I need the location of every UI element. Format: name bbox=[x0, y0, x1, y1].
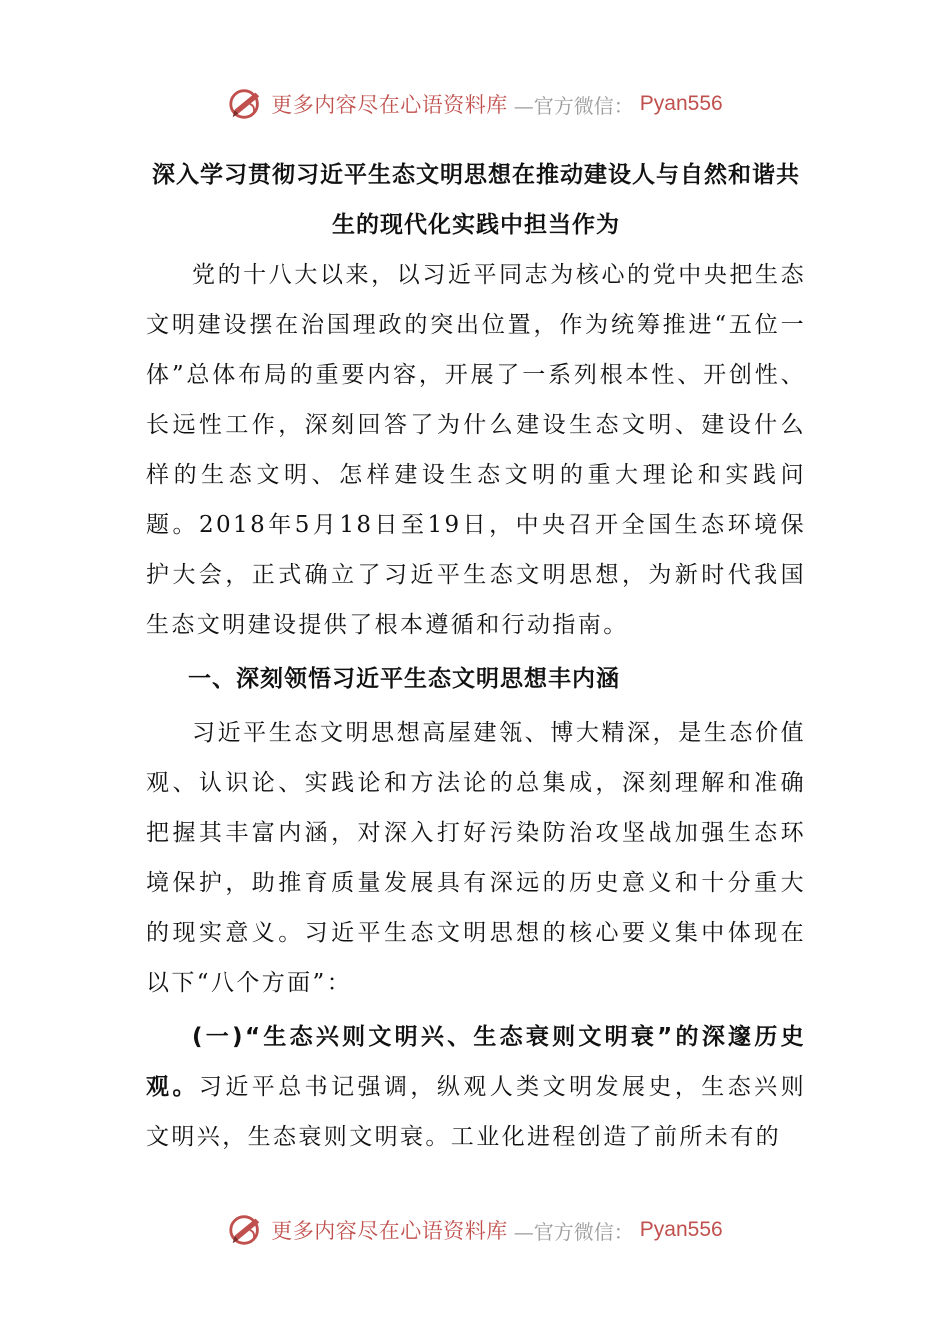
subsection-heading: (一)“生态兴则文明兴、生态衰则文明衰”的深邃历史观。 bbox=[146, 1024, 806, 1100]
pen-logo-icon bbox=[227, 85, 265, 123]
intro-paragraph: 党的十八大以来，以习近平同志为核心的党中央把生态文明建设摆在治国理政的突出位置，作为统筹推进“五位一体”总体布局的重要内容，开展了一系列根本性、开创性、长远性工作，深刻回答了为什么建设生态文明、建设什么样的生态文明、怎样建设生态文明的重大理论和实践问题。2018年5月18日至19日，中央召开全国生态环境保护大会，正式确立了习近平生态文明思想，为新时代我国生态文明建设提供了根本遵循和行动指南。 bbox=[146, 262, 806, 638]
footer-banner bbox=[0, 1208, 950, 1252]
banner-title: 更多内容尽在心语资料库 bbox=[271, 1219, 508, 1243]
pen-logo-icon bbox=[227, 1211, 265, 1249]
document-title: 深入学习贯彻习近平生态文明思想在推动建设人与自然和谐共生的现代化实践中担当作为 bbox=[152, 162, 800, 238]
document-body bbox=[146, 150, 806, 1162]
banner-separator: —官方微信： bbox=[513, 93, 634, 118]
banner-wechat-handle: Pyan556 bbox=[639, 92, 723, 115]
header-banner bbox=[0, 82, 950, 126]
section-heading: 一、深刻领悟习近平生态文明思想丰内涵 bbox=[188, 666, 620, 692]
subsection-paragraph bbox=[146, 1012, 806, 1162]
section-paragraph: 习近平生态文明思想高屋建瓴、博大精深，是生态价值观、认识论、实践论和方法论的总集成，深刻理解和准确把握其丰富内涵，对深入打好污染防治攻坚战加强生态环境保护，助推育质量发展具有深远的历史意义和十分重大的现实意义。习近平生态文明思想的核心要义集中体现在以下“八个方面”： bbox=[146, 720, 806, 996]
banner-wechat-handle: Pyan556 bbox=[639, 1218, 723, 1241]
banner-title: 更多内容尽在心语资料库 bbox=[271, 93, 508, 117]
banner-separator: —官方微信： bbox=[513, 1219, 634, 1244]
subsection-text: 习近平总书记强调，纵观人类文明发展史，生态兴则文明兴，生态衰则文明衰。工业化进程创造了前所未有的 bbox=[146, 1074, 806, 1150]
